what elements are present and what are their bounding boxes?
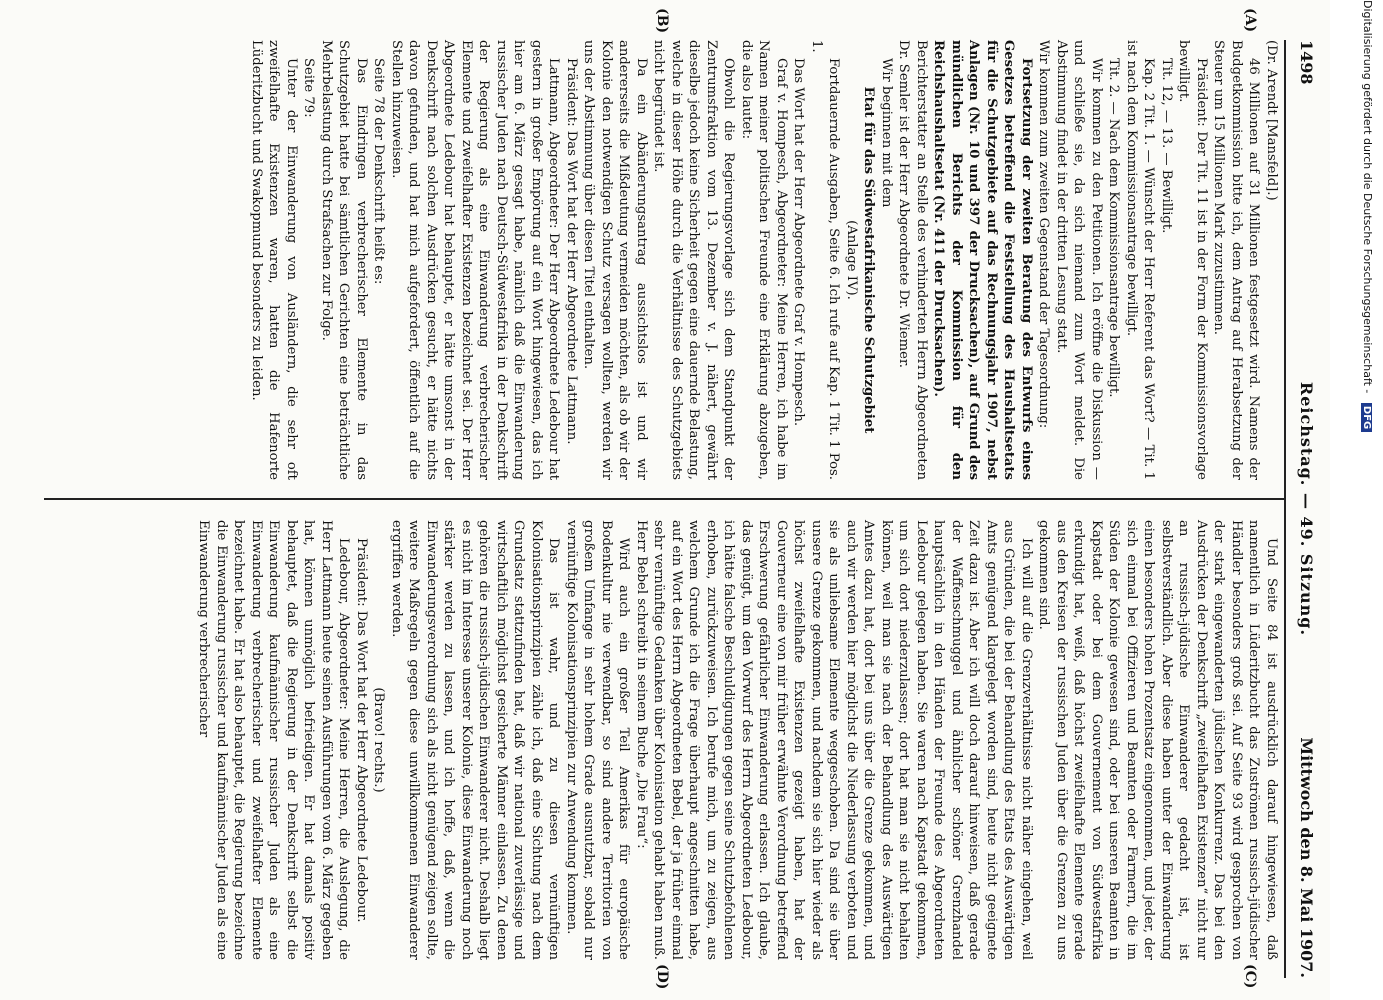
left-column-paragraph: Kap. 2 Tit. 1. — Wünscht der Herr Referent das Wort? — Tit. 1 ist nach dem Kommissionsantrage bewilligt. xyxy=(1124,40,1157,480)
left-column-paragraph: Präsident: Der Tit. 11 ist in der Form der Kommissionsvorlage bewilligt. xyxy=(1176,40,1209,480)
left-column-paragraph: Seite 79: xyxy=(301,58,317,118)
dfg-logo: DFG xyxy=(1361,403,1372,432)
left-text-column xyxy=(248,40,1281,480)
left-column-paragraph: Obwohl die Regierungsvorlage sich dem Standpunkt der Zentrumsfraktion vom 13. Dezember v. J. nähert, gewährt dieselbe jedoch keine Sicherheit gegen eine dauernde Belastung, welche in dieser Höhe durch die Verhältnisse des Schutzgebiets nicht begründet ist. xyxy=(651,40,737,480)
margin-letter-b: (B) xyxy=(654,8,670,34)
left-column-paragraph: Lattmann, Abgeordneter: Der Herr Abgeordnete Ledebour hat gestern in großer Empörung auf ein Wort hingewiesen, das ich hier am 6. März gesagt habe, nämlich daß die Einwanderung russischer Juden nach Deutsch-Südwestafrika in der Denkschrift der Regierung als eine Einwanderung verbrecherischer Elemente und zweifelhafter Existenzen bezeichnet sei. Der Herr Abgeordnete Ledebour hat behauptet, er hätte umsonst in der Denkschrift nach solchen Ausdrücken gesucht, er hätte nichts davon gefunden, und hat mich aufgefordert, öffentlich auf die Stellen hinzuweisen. xyxy=(389,40,562,480)
right-column-paragraph: Ledebour, Abgeordneter: Meine Herren, die Auslegung, die Herr Lattmann heute seinen Ausführungen vom 6. März gegeben hat, können unmöglich befriedigen. Er hat damals positiv behauptet, daß die Regierung in der Denkschrift selbst die Einwanderung kaufmännischer russischer Juden als eine Einwanderung verbrecherischer und zweifelhafter Elemente bezeichnet habe. Er hat also behauptet, die Regierung bezeichne die Einwanderung russischer und kaufmännischer Juden als eine Einwanderung verbrecherischer xyxy=(196,520,352,960)
left-column-paragraph: Das Wort hat der Herr Abgeordnete Graf v. Hompesch. xyxy=(791,58,807,427)
left-column-paragraph: Präsident: Das Wort hat der Herr Abgeordnete Lattmann. xyxy=(564,58,579,445)
right-column-paragraph: Ich will auf die Grenzverhältnisse nicht näher eingehen, weil aus Gründen, die bei der Behandlung des Etats des Auswärtigen Amts genügend klargelegt worden sind, heute nicht geeignete Zeit dazu ist. Aber ich will doch darauf hinweisen, daß gerade der Waffenschmuggel und ähnlicher schöner Grenzhandel hauptsächlich in den Händen der Freunde des Abgeordneten Ledebour gelegen haben. Sie waren nach Kapstadt gekommen, um sich dort niederzulassen; dort hat man sie nicht behalten können, weil man sie nach der Behandlung des Auswärtigen Amtes dazu hat, dort bei uns über die Grenze gekommen, und auch wir werden hier möglichst die Niederlassung verboten und sie als unliebsame Elemente weggeschoben. Da sind sie über unsere Grenze gekommen, und nachdem sie sich hier wieder als höchst zweifelhafte Existenzen gezeigt haben, hat der Gouverneur eine von mir früher erwähnte Verordnung betreffend Erschwerung gefährlicher Einwanderung erlassen. Ich glaube, das genügt, um den Vorwurf des Herrn Abgeordneten Ledebour, ich hätte falsche Beschuldigungen gegen seine Schutzbefohlenen erhoben, zurückzuweisen. Ich berufe mich, um zu zeigen, aus welchem Grunde ich die Frage überhaupt angeschnitten habe, auf ein Wort des Herrn Abgeordneten Bebel, der ja früher einmal sehr vernünftige Gedanken über Kolonisation gehabt haben muß. Herr Bebel schreibt in seinem Buche „Die Frau“: xyxy=(634,520,1034,960)
footer-credit: Digitalisierung gefördert durch die Deutsche Forschungsgemeinschaft - xyxy=(1361,0,1374,394)
left-column-paragraph: Berichterstatter an Stelle des verhinderten Herrn Abgeordneten Dr. Semler ist der Herr Abgeordnete Dr. Wiemer. xyxy=(896,40,929,480)
left-column-paragraph: Tit. 2. — Nach dem Kommissionsantrage bewilligt. xyxy=(1106,58,1122,398)
left-column-paragraph: (Dr. Arendt [Mansfeld].) xyxy=(1264,40,1279,201)
running-title: Reichstag. — 49. Sitzung. xyxy=(1297,381,1316,637)
left-column-paragraph: Etat für das Südwestafrikanische Schutzgebiet xyxy=(861,86,877,434)
right-column-paragraph: Wird auch ein großer Teil Amerikas für europäische Bodenkultur nie verwendbar, so sind andere Territorien von großem Umfange in sehr hohem Grade ausnutzbar, sobald nur vernünftige Kolonisationsprinzipien zur Anwendung kommen. xyxy=(564,520,632,960)
left-column-paragraph: (Anlage IV). xyxy=(844,220,859,300)
left-column-paragraph: Tit. 12, — 13. — Bewilligt. xyxy=(1159,58,1174,234)
right-column-paragraph: Präsident: Das Wort hat der Herr Abgeordnete Ledebour. xyxy=(354,538,369,923)
left-column-paragraph: Wir beginnen mit dem xyxy=(879,58,894,208)
left-column-paragraph: 46 Millionen auf 31 Millionen festgesetzt wird. Namens der Budgetkommission bitte ich, dem Antrag auf Herabsetzung der Steuer um 15 Millionen Mark zuzustimmen. xyxy=(1211,40,1262,480)
right-column-paragraph: (Bravo! rechts.) xyxy=(371,687,387,793)
left-column-paragraph: Graf v. Hompesch, Abgeordneter: Meine Herren, ich habe im Namen meiner politischen Freunde eine Erklärung abzugeben, die also lautet: xyxy=(739,40,789,480)
page-header xyxy=(1290,40,1320,978)
left-column-paragraph: Wir kommen zum zweiten Gegenstand der Tagesordnung: xyxy=(1036,40,1052,429)
right-column-paragraph: Das ist wahr, und zu diesen vernünftigen Kolonisationsprinzipien zähle ich, daß eine Sichtung nach dem Grundsatz stattzufinden hat, daß wir national zuverlässige und wirtschaftlich möglichst gesicherte Männer einlassen. Zu denen gehören die russisch-jüdischen Einwanderer nicht. Deshalb liegt es nicht im Interesse unserer Kolonie, diese Einwanderung noch stärker werden zu lassen, und ich hoffe, daß, wenn die Einwanderungsverordnung sich als nicht genügend zeigen sollte, weitere Maßregeln gegen diese unwillkommenen Einwanderer ergriffen werden. xyxy=(389,520,562,960)
session-date: Mittwoch den 8. Mai 1907. xyxy=(1297,737,1316,978)
margin-letter-c: (C) xyxy=(1242,964,1258,989)
left-column-paragraph: Unter der Einwanderung von Ausländern, die sehr oft zweifelhafte Existenzen waren, hatten die Hafenorte Lüderitzbucht und Swakopmund besonders zu leiden. xyxy=(249,40,299,480)
page-number: 1498 xyxy=(1297,40,1316,85)
footer-strip xyxy=(1352,0,1382,1000)
left-column-paragraph: Das Eindringen verbrecherischer Elemente in das Schutzgebiet hatte bei sämtlichen Gerichten eine beträchtliche Mehrbelastung durch Strafsachen zur Folge. xyxy=(319,40,369,480)
left-column-paragraph: Wir kommen zu den Petitionen. Ich eröffne die Diskussion — und schließe sie, da sich niemand zum Wort meldet. Die Abstimmung findet in der dritten Lesung statt. xyxy=(1054,40,1104,480)
left-column-paragraph: Fortdauernde Ausgaben, Seite 6. Ich rufe auf Kap. 1 Tit. 1 Pos. 1. xyxy=(809,40,842,480)
header-rule xyxy=(1284,40,1286,978)
left-column-paragraph: Fortsetzung der zweiten Beratung des Entwurfs eines Gesetzes betreffend die Feststellung des Haushaltsetats für die Schutzgebiete auf das Rechnungsjahr 1907, nebst Anlagen (Nr. 10 und 397 der Drucksachen), auf Grund des mündlichen Berichts der Kommission für den Reichshaushaltsetat (Nr. 411 der Drucksachen). xyxy=(931,40,1034,480)
left-column-paragraph: Da ein Abänderungsantrag aussichtslos ist und wir andererseits die Mißdeutung vermeiden möchten, als ob wir der Kolonie den notwendigen Schutz versagen wollten, werden wir uns der Abstimmung über diesen Titel enthalten. xyxy=(581,40,649,480)
right-text-column xyxy=(195,520,1280,960)
margin-letter-a: (A) xyxy=(1242,8,1258,33)
left-column-paragraph: Seite 78 der Denkschrift heißt es: xyxy=(371,58,387,285)
margin-letter-d: (D) xyxy=(654,964,670,990)
column-divider xyxy=(44,498,1284,500)
right-column-paragraph: Und Seite 84 ist ausdrücklich darauf hingewiesen, daß namentlich in Lüderitzbucht das Zuströmen russisch-jüdischer Händler besonders groß sei. Auf Seite 93 wird gesprochen von der stark eingewanderten jüdischen Konkurrenz. Das bei den Ausdrücken der Denkschrift „zweifelhaften Existenzen“ nicht nur an russisch-jüdische Einwanderer gedacht ist, ist selbstverständlich. Aber diese haben unter der Einwanderung einen besonders hohen Prozentsatz eingenommen, und jeder, der sich einmal bei Offizieren und Beamten oder Farmern, die im Süden der Kolonie gewesen sind, oder bei unseren Beamten in Kapstadt oder bei dem Gouvernement von Südwestafrika erkundigt hat, weiß, daß höchst zweifelhafte Elemente gerade aus den Kreisen der russischen Juden über die Grenzen zu uns gekommen sind. xyxy=(1036,520,1279,960)
